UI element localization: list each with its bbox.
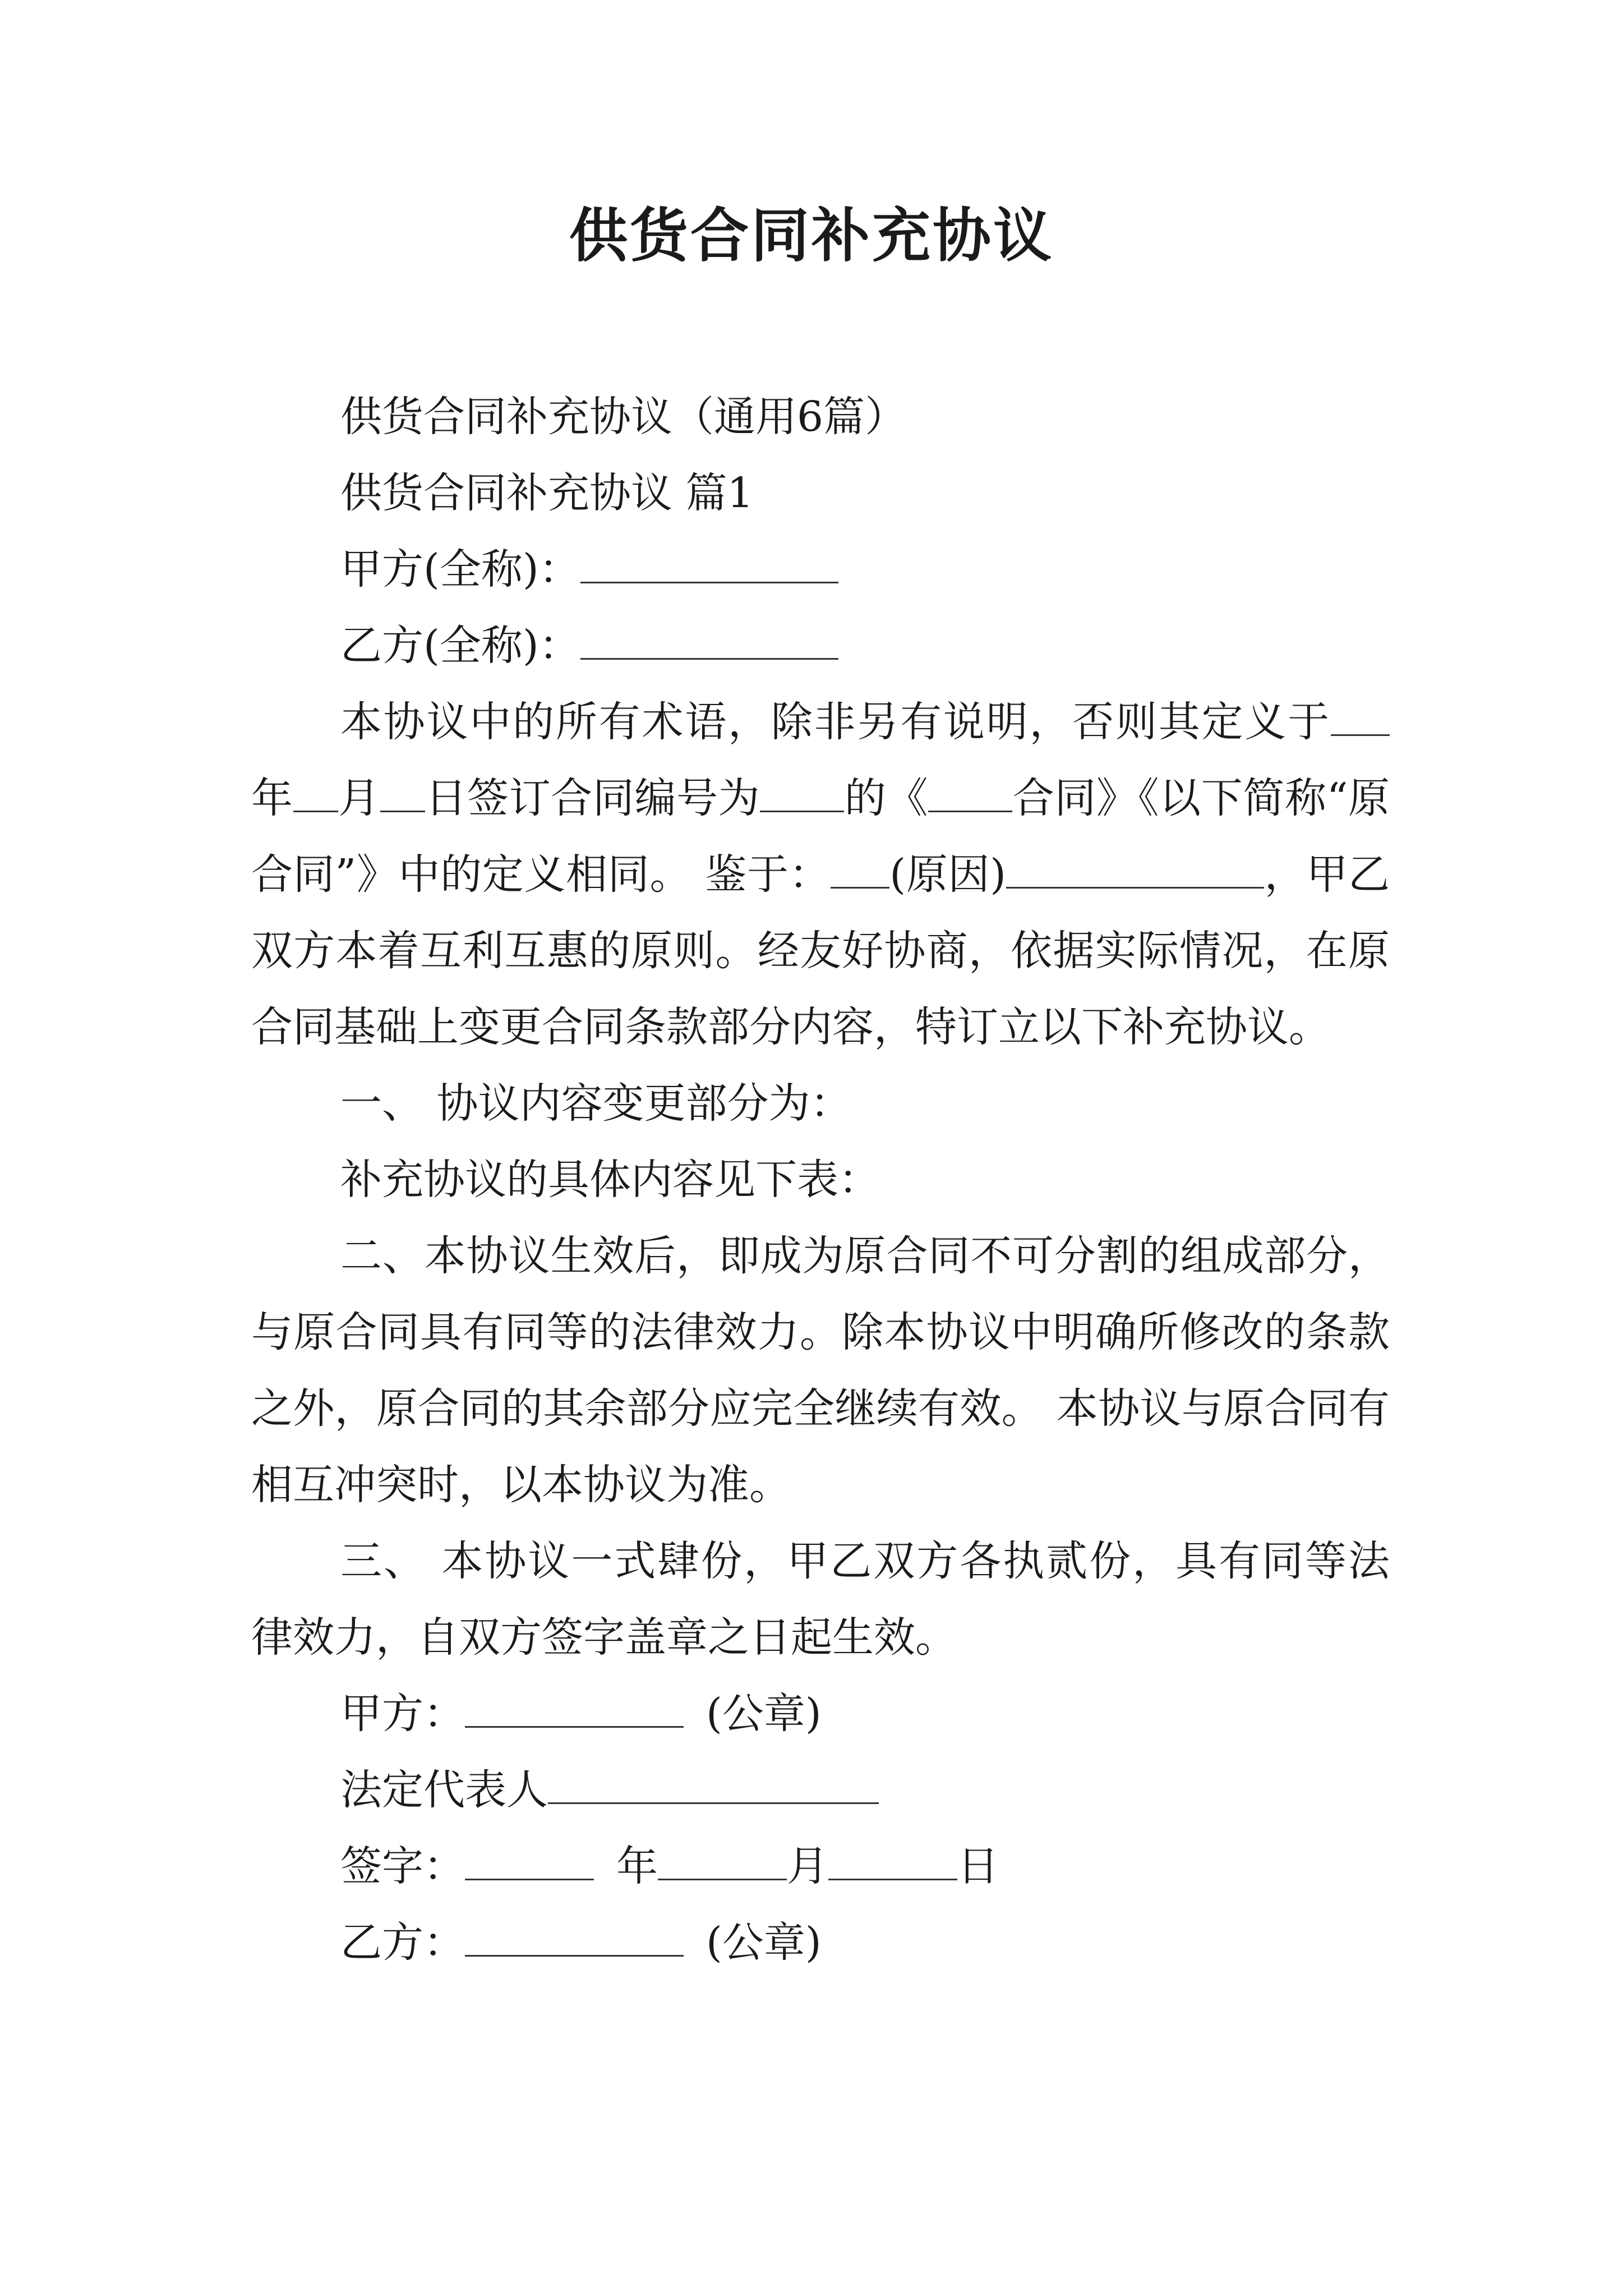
intro-text-6: 合同》《以下简称“原合同”》中的定义相同。 鉴于： <box>251 774 1390 899</box>
reason-blank-1 <box>831 848 889 889</box>
party-b-label: 乙方： <box>340 1918 465 1967</box>
intro-text-month: 月 <box>338 774 380 822</box>
intro-text-contract-no: 日签订合同编号为 <box>425 774 760 822</box>
intro-text-year: 年 <box>251 774 293 822</box>
party-b-signature-line <box>251 1904 1390 1981</box>
sign-day-label: 日 <box>957 1842 999 1890</box>
intro-text-reason: (原因) <box>889 850 1007 899</box>
section-heading: 供货合同补充协议 篇1 <box>340 469 754 517</box>
party-b-name-blank <box>580 619 838 660</box>
party-b-seal-label: (公章) <box>706 1918 822 1967</box>
sign-year-label: 年 <box>616 1842 658 1890</box>
sign-year-blank <box>658 1839 787 1880</box>
clause-1: 一、 协议内容变更部分为： <box>340 1079 852 1128</box>
document-subtitle: 供货合同补充协议（通用6篇） <box>340 393 907 441</box>
party-a-full-label: 甲方(全称)： <box>340 545 580 593</box>
legal-rep-line <box>251 1752 1390 1828</box>
intro-paragraph <box>251 684 1390 1065</box>
clause-1-detail: 补充协议的具体内容见下表： <box>340 1156 880 1204</box>
clause-3: 三、 本协议一式肆份，甲乙双方各执贰份，具有同等法律效力，自双方签字盖章之日起生效。 <box>251 1537 1390 1662</box>
month-blank <box>293 771 338 812</box>
party-a-signature-line <box>251 1676 1390 1752</box>
party-a-name-blank <box>580 542 838 583</box>
reason-blank-2 <box>1006 848 1264 889</box>
year-blank <box>1331 695 1390 736</box>
legal-rep-label: 法定代表人 <box>340 1766 548 1814</box>
contract-name-blank <box>928 771 1012 812</box>
sign-month-label: 月 <box>787 1842 828 1890</box>
day-blank <box>380 771 425 812</box>
contract-number-blank <box>760 771 844 812</box>
party-b-full-label: 乙方(全称)： <box>340 622 580 670</box>
intro-text-1: 本协议中的所有术语，除非另有说明，否则其定义于 <box>340 698 1331 746</box>
legal-rep-blank <box>548 1763 879 1804</box>
sign-date-line <box>251 1828 1390 1904</box>
party-b-full-line <box>251 608 1390 684</box>
clause-2: 二、本协议生效后，即成为原合同不可分割的组成部分，与原合同具有同等的法律效力。除本协议中明确所修改的条款之外，原合同的其余部分应完全继续有效。 本协议与原合同有相互冲突时，以本协议为准。 <box>251 1232 1390 1509</box>
sign-blank <box>465 1839 594 1880</box>
intro-text-5: 的《 <box>844 774 929 822</box>
party-a-seal-label: (公章) <box>706 1690 822 1738</box>
intro-text-8: ，甲乙双方本着互利互惠的原则。经友好协商，依据实际情况，在原合同基础上变更合同条款部分内容，特订立以下补充协议。 <box>251 850 1390 1051</box>
party-b-seal-blank <box>465 1916 684 1957</box>
party-a-label: 甲方： <box>340 1690 465 1738</box>
sign-month-blank <box>828 1839 957 1880</box>
sign-label: 签字： <box>340 1842 465 1890</box>
party-a-seal-blank <box>465 1687 684 1728</box>
party-a-full-line <box>251 531 1390 608</box>
document-title: 供货合同补充协议 <box>569 201 1054 270</box>
document-body <box>251 379 1390 1981</box>
